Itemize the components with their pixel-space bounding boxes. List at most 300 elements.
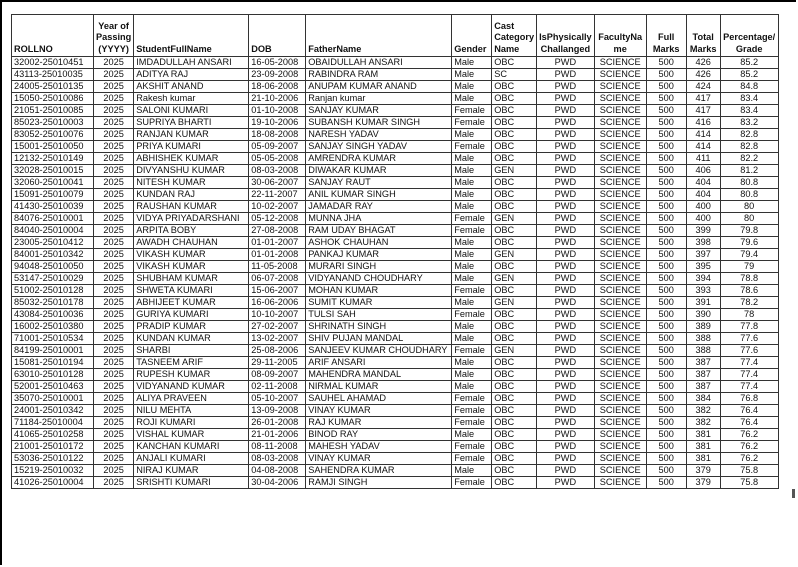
cell-rollno: 53036-25010122 [12,453,94,465]
cell-faculty: SCIENCE [594,165,646,177]
cell-physically-challenged: PWD [537,261,595,273]
cell-percentage: 85.2 [720,69,778,81]
cell-full-marks: 500 [646,225,686,237]
cell-year: 2025 [94,261,134,273]
cell-gender: Female [452,117,492,129]
table-row [12,465,779,477]
cell-year: 2025 [94,309,134,321]
cell-physically-challenged: PWD [537,345,595,357]
cell-father-name: VIDYANAND CHOUDHARY [306,273,452,285]
cell-year: 2025 [94,177,134,189]
cell-rollno: 21051-25010085 [12,105,94,117]
cell-percentage: 77.6 [720,333,778,345]
cell-dob: 21-10-2006 [249,93,306,105]
cell-dob: 18-08-2008 [249,129,306,141]
cell-full-marks: 500 [646,141,686,153]
cell-faculty: SCIENCE [594,105,646,117]
header-faculty-name: FacultyNa me [594,15,646,57]
cell-physically-challenged: PWD [537,273,595,285]
cell-father-name: OBAIDULLAH ANSARI [306,57,452,69]
cell-percentage: 80.8 [720,189,778,201]
cell-father-name: NARESH YADAV [306,129,452,141]
cell-rollno: 71001-25010534 [12,333,94,345]
table-row [12,381,779,393]
table-row [12,165,779,177]
table-row [12,237,779,249]
cell-dob: 06-07-2008 [249,273,306,285]
cell-percentage: 77.4 [720,369,778,381]
cell-gender: Female [452,405,492,417]
cell-student-name: Rakesh kumar [134,93,249,105]
cell-father-name: MAHESH YADAV [306,441,452,453]
cell-faculty: SCIENCE [594,345,646,357]
cell-full-marks: 500 [646,429,686,441]
cell-gender: Male [452,465,492,477]
cell-rollno: 53147-25010029 [12,273,94,285]
cell-faculty: SCIENCE [594,177,646,189]
cell-student-name: SHARBI [134,345,249,357]
cell-father-name: RAMJI SINGH [306,477,452,489]
cell-rollno: 35070-25010001 [12,393,94,405]
cell-total-marks: 387 [686,381,720,393]
cell-total-marks: 390 [686,309,720,321]
cell-dob: 10-02-2007 [249,201,306,213]
cell-total-marks: 391 [686,297,720,309]
cell-dob: 30-06-2007 [249,177,306,189]
cell-faculty: SCIENCE [594,309,646,321]
cell-cast-category: OBC [492,465,537,477]
cell-faculty: SCIENCE [594,189,646,201]
cell-physically-challenged: PWD [537,417,595,429]
cell-rollno: 52001-25010463 [12,381,94,393]
cell-physically-challenged: PWD [537,369,595,381]
cell-cast-category: OBC [492,81,537,93]
cell-faculty: SCIENCE [594,321,646,333]
cell-total-marks: 414 [686,129,720,141]
cell-percentage: 79 [720,261,778,273]
cell-faculty: SCIENCE [594,273,646,285]
cell-full-marks: 500 [646,153,686,165]
cell-faculty: SCIENCE [594,69,646,81]
cell-full-marks: 500 [646,93,686,105]
cell-gender: Male [452,69,492,81]
cell-student-name: ADITYA RAJ [134,69,249,81]
cell-rollno: 84199-25010001 [12,345,94,357]
cell-physically-challenged: PWD [537,381,595,393]
cell-cast-category: OBC [492,93,537,105]
cell-gender: Male [452,57,492,69]
cell-student-name: DIVYANSHU KUMAR [134,165,249,177]
header-rollno: ROLLNO [12,15,94,57]
table-row [12,345,779,357]
cell-total-marks: 411 [686,153,720,165]
table-row [12,369,779,381]
cell-father-name: MOHAN KUMAR [306,285,452,297]
cell-student-name: SHUBHAM KUMAR [134,273,249,285]
cell-rollno: 84040-25010004 [12,225,94,237]
table-row [12,189,779,201]
cell-rollno: 85023-25010003 [12,117,94,129]
cell-physically-challenged: PWD [537,321,595,333]
table-row [12,333,779,345]
cell-total-marks: 387 [686,369,720,381]
cell-rollno: 85032-25010178 [12,297,94,309]
cell-faculty: SCIENCE [594,297,646,309]
cell-father-name: MUNNA JHA [306,213,452,225]
cell-percentage: 78.6 [720,285,778,297]
cell-dob: 26-01-2008 [249,417,306,429]
cell-faculty: SCIENCE [594,405,646,417]
cell-physically-challenged: PWD [537,453,595,465]
table-row [12,153,779,165]
cell-total-marks: 424 [686,81,720,93]
cell-rollno: 43113-25010035 [12,69,94,81]
cell-total-marks: 400 [686,213,720,225]
cell-percentage: 79.8 [720,225,778,237]
cell-total-marks: 381 [686,429,720,441]
cell-full-marks: 500 [646,57,686,69]
cell-physically-challenged: PWD [537,189,595,201]
cell-total-marks: 404 [686,177,720,189]
cell-faculty: SCIENCE [594,333,646,345]
cell-cast-category: OBC [492,57,537,69]
cell-year: 2025 [94,345,134,357]
cell-rollno: 23005-25010412 [12,237,94,249]
table-row [12,441,779,453]
cell-percentage: 85.2 [720,57,778,69]
cell-dob: 13-09-2008 [249,405,306,417]
cell-cast-category: OBC [492,321,537,333]
cell-dob: 18-06-2008 [249,81,306,93]
header-total-marks: Total Marks [686,15,720,57]
cell-father-name: ASHOK CHAUHAN [306,237,452,249]
cell-percentage: 79.4 [720,249,778,261]
cell-percentage: 82.8 [720,141,778,153]
cell-total-marks: 393 [686,285,720,297]
cell-year: 2025 [94,189,134,201]
cell-father-name: RABINDRA RAM [306,69,452,81]
cell-rollno: 43084-25010036 [12,309,94,321]
cell-gender: Male [452,129,492,141]
cell-physically-challenged: PWD [537,81,595,93]
cell-dob: 08-11-2008 [249,441,306,453]
cell-faculty: SCIENCE [594,57,646,69]
cell-year: 2025 [94,153,134,165]
cell-full-marks: 500 [646,465,686,477]
cell-physically-challenged: PWD [537,165,595,177]
cell-cast-category: OBC [492,285,537,297]
cell-full-marks: 500 [646,69,686,81]
cell-full-marks: 500 [646,213,686,225]
cell-rollno: 16002-25010380 [12,321,94,333]
cell-physically-challenged: PWD [537,201,595,213]
cell-cast-category: OBC [492,453,537,465]
cell-total-marks: 387 [686,357,720,369]
cell-gender: Female [452,417,492,429]
cell-student-name: KANCHAN KUMARI [134,441,249,453]
cell-father-name: SANJEEV KUMAR CHOUDHARY [306,345,452,357]
cell-dob: 21-01-2006 [249,429,306,441]
cell-faculty: SCIENCE [594,237,646,249]
cell-cast-category: GEN [492,165,537,177]
cell-total-marks: 417 [686,105,720,117]
header-gender: Gender [452,15,492,57]
cell-full-marks: 500 [646,249,686,261]
cell-cast-category: SC [492,69,537,81]
cell-cast-category: GEN [492,345,537,357]
cell-student-name: SRISHTI KUMARI [134,477,249,489]
cell-faculty: SCIENCE [594,201,646,213]
cell-percentage: 77.8 [720,321,778,333]
cell-student-name: AWADH CHAUHAN [134,237,249,249]
table-row [12,177,779,189]
cell-full-marks: 500 [646,309,686,321]
results-sheet [11,14,779,489]
cell-percentage: 75.8 [720,477,778,489]
cell-cast-category: OBC [492,405,537,417]
cell-father-name: SUMIT KUMAR [306,297,452,309]
cell-gender: Female [452,105,492,117]
table-row [12,357,779,369]
cell-dob: 25-08-2006 [249,345,306,357]
cell-dob: 16-06-2006 [249,297,306,309]
cell-dob: 16-05-2008 [249,57,306,69]
cell-rollno: 41026-25010004 [12,477,94,489]
cell-dob: 01-10-2008 [249,105,306,117]
cell-gender: Female [452,345,492,357]
cell-gender: Male [452,93,492,105]
cell-student-name: ANJALI KUMARI [134,453,249,465]
text-cursor-icon [792,489,795,498]
table-row [12,309,779,321]
cell-cast-category: OBC [492,153,537,165]
cell-dob: 08-03-2008 [249,453,306,465]
cell-full-marks: 500 [646,117,686,129]
table-row [12,213,779,225]
cell-father-name: VINAY KUMAR [306,453,452,465]
cell-physically-challenged: PWD [537,429,595,441]
cell-father-name: DIWAKAR KUMAR [306,165,452,177]
cell-faculty: SCIENCE [594,141,646,153]
cell-physically-challenged: PWD [537,393,595,405]
cell-dob: 05-05-2008 [249,153,306,165]
cell-student-name: SALONI KUMARI [134,105,249,117]
cell-dob: 08-09-2007 [249,369,306,381]
cell-dob: 15-06-2007 [249,285,306,297]
cell-year: 2025 [94,393,134,405]
cell-year: 2025 [94,369,134,381]
cell-full-marks: 500 [646,381,686,393]
cell-percentage: 79.6 [720,237,778,249]
cell-full-marks: 500 [646,333,686,345]
cell-physically-challenged: PWD [537,93,595,105]
cell-rollno: 94048-25010050 [12,261,94,273]
cell-total-marks: 426 [686,57,720,69]
cell-dob: 11-05-2008 [249,261,306,273]
cell-total-marks: 381 [686,441,720,453]
cell-total-marks: 388 [686,345,720,357]
cell-gender: Female [452,477,492,489]
table-row [12,393,779,405]
header-student-name: StudentFullName [134,15,249,57]
cell-full-marks: 500 [646,105,686,117]
cell-percentage: 83.4 [720,105,778,117]
cell-physically-challenged: PWD [537,225,595,237]
cell-gender: Male [452,165,492,177]
table-row [12,81,779,93]
cell-total-marks: 414 [686,141,720,153]
cell-full-marks: 500 [646,177,686,189]
cell-year: 2025 [94,321,134,333]
cell-student-name: KUNDAN KUMAR [134,333,249,345]
table-row [12,273,779,285]
cell-percentage: 76.4 [720,405,778,417]
cell-full-marks: 500 [646,417,686,429]
cell-dob: 30-04-2006 [249,477,306,489]
cell-rollno: 24001-25010342 [12,405,94,417]
cell-student-name: GURIYA KUMARI [134,309,249,321]
cell-father-name: SUBANSH KUMAR SINGH [306,117,452,129]
cell-cast-category: OBC [492,357,537,369]
cell-student-name: ABHIJEET KUMAR [134,297,249,309]
cell-gender: Female [452,141,492,153]
cell-father-name: SAUHEL AHAMAD [306,393,452,405]
cell-rollno: 15091-25010079 [12,189,94,201]
cell-dob: 19-10-2006 [249,117,306,129]
cell-year: 2025 [94,405,134,417]
cell-rollno: 15001-25010050 [12,141,94,153]
cell-student-name: PRIYA KUMARI [134,141,249,153]
cell-faculty: SCIENCE [594,261,646,273]
cell-father-name: SANJAY KUMAR [306,105,452,117]
cell-student-name: VISHAL KUMAR [134,429,249,441]
cell-cast-category: OBC [492,381,537,393]
cell-full-marks: 500 [646,369,686,381]
cell-rollno: 15050-25010086 [12,93,94,105]
cell-physically-challenged: PWD [537,405,595,417]
cell-percentage: 80.8 [720,177,778,189]
cell-gender: Male [452,153,492,165]
cell-cast-category: OBC [492,417,537,429]
cell-year: 2025 [94,381,134,393]
cell-total-marks: 416 [686,117,720,129]
cell-father-name: SAHENDRA KUMAR [306,465,452,477]
cell-percentage: 76.8 [720,393,778,405]
table-row [12,249,779,261]
cell-gender: Male [452,429,492,441]
header-dob: DOB [249,15,306,57]
cell-gender: Female [452,225,492,237]
cell-percentage: 81.2 [720,165,778,177]
cell-physically-challenged: PWD [537,129,595,141]
cell-year: 2025 [94,297,134,309]
cell-physically-challenged: PWD [537,105,595,117]
cell-student-name: ABHISHEK KUMAR [134,153,249,165]
cell-total-marks: 426 [686,69,720,81]
cell-full-marks: 500 [646,453,686,465]
results-table [11,14,779,489]
cell-gender: Male [452,261,492,273]
cell-percentage: 76.2 [720,429,778,441]
cell-father-name: ANIL KUMAR SINGH [306,189,452,201]
cell-percentage: 76.2 [720,453,778,465]
cell-gender: Male [452,297,492,309]
cell-year: 2025 [94,357,134,369]
cell-cast-category: OBC [492,477,537,489]
cell-year: 2025 [94,57,134,69]
cell-rollno: 15081-25010194 [12,357,94,369]
cell-cast-category: OBC [492,189,537,201]
cell-percentage: 82.8 [720,129,778,141]
cell-dob: 04-08-2008 [249,465,306,477]
cell-cast-category: OBC [492,333,537,345]
table-body [12,57,779,489]
cell-father-name: SANJAY SINGH YADAV [306,141,452,153]
cell-student-name: VIDYANAND KUMAR [134,381,249,393]
cell-physically-challenged: PWD [537,153,595,165]
cell-faculty: SCIENCE [594,429,646,441]
cell-dob: 27-02-2007 [249,321,306,333]
cell-physically-challenged: PWD [537,141,595,153]
cell-cast-category: OBC [492,393,537,405]
cell-rollno: 32060-25010041 [12,177,94,189]
cell-faculty: SCIENCE [594,393,646,405]
cell-total-marks: 388 [686,333,720,345]
cell-father-name: ARIF ANSARI [306,357,452,369]
cell-year: 2025 [94,441,134,453]
table-row [12,297,779,309]
table-row [12,321,779,333]
cell-percentage: 78.8 [720,273,778,285]
cell-year: 2025 [94,201,134,213]
cell-rollno: 51002-25010128 [12,285,94,297]
cell-dob: 23-09-2008 [249,69,306,81]
cell-year: 2025 [94,105,134,117]
cell-percentage: 77.6 [720,345,778,357]
cell-dob: 08-03-2008 [249,165,306,177]
cell-cast-category: OBC [492,225,537,237]
header-row [12,15,779,57]
cell-father-name: ANUPAM KUMAR ANAND [306,81,452,93]
cell-rollno: 15219-25010032 [12,465,94,477]
cell-student-name: SHWETA KUMARI [134,285,249,297]
cell-percentage: 80 [720,213,778,225]
cell-faculty: SCIENCE [594,417,646,429]
cell-rollno: 71184-25010004 [12,417,94,429]
cell-dob: 05-12-2008 [249,213,306,225]
cell-gender: Male [452,333,492,345]
cell-gender: Female [452,213,492,225]
cell-student-name: ALIYA PRAVEEN [134,393,249,405]
cell-cast-category: GEN [492,249,537,261]
cell-total-marks: 417 [686,93,720,105]
cell-faculty: SCIENCE [594,225,646,237]
cell-father-name: Ranjan kumar [306,93,452,105]
cell-total-marks: 382 [686,405,720,417]
cell-father-name: SHRINATH SINGH [306,321,452,333]
cell-dob: 29-11-2005 [249,357,306,369]
cell-cast-category: GEN [492,213,537,225]
cell-father-name: MAHENDRA MANDAL [306,369,452,381]
cell-physically-challenged: PWD [537,333,595,345]
cell-total-marks: 397 [686,249,720,261]
cell-cast-category: OBC [492,105,537,117]
cell-student-name: NITESH KUMAR [134,177,249,189]
table-row [12,201,779,213]
table-row [12,261,779,273]
cell-physically-challenged: PWD [537,177,595,189]
cell-cast-category: OBC [492,369,537,381]
